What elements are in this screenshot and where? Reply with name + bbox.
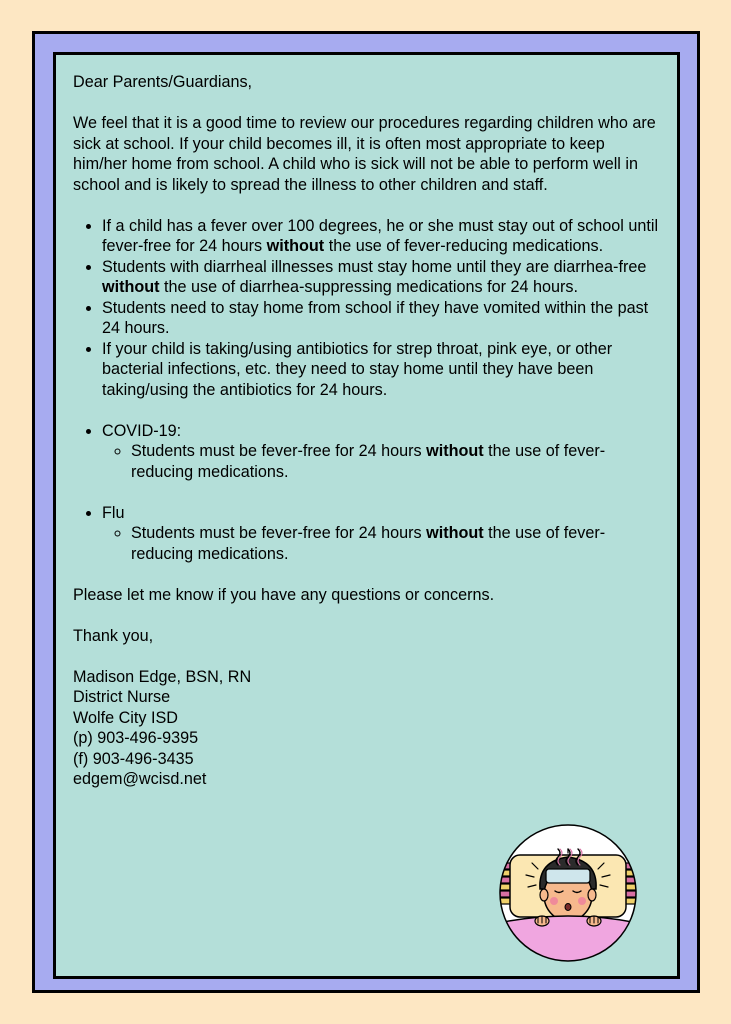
list-item bbox=[102, 503, 663, 565]
letter-body bbox=[73, 72, 663, 790]
closing-note: Please let me know if you have any questions or concerns. bbox=[73, 585, 495, 604]
signature-phone: (p) 903-496-9395 bbox=[73, 729, 199, 747]
flu-list bbox=[73, 503, 663, 565]
greeting: Dear Parents/Guardians, bbox=[73, 73, 253, 91]
list-item: • Students with diarrheal illnesses must stay home until they are diarrhea-free without the use of diarrhea-suppressing medications for 24 hours. bbox=[102, 257, 663, 298]
list-item: • If a child has a fever over 100 degrees, he or she must stay out of school until fever-free for 24 hours without the use of fever-reducing medications. bbox=[102, 216, 663, 257]
signature-org: Wolfe City ISD bbox=[73, 708, 178, 727]
signature-email: edgem@wcisd.net bbox=[73, 770, 207, 788]
flu-title: Flu bbox=[102, 503, 125, 522]
signoff: Thank you, bbox=[73, 626, 154, 645]
intro-paragraph: We feel that it is a good time to review our procedures regarding children who are sick at school. If your child becomes ill, it is often most appropriate to keep him/her home from school. A child who is sick will not be able to perform well in school and is likely to spread the illness to other children and staff. bbox=[73, 114, 656, 194]
list-item bbox=[102, 421, 663, 483]
list-item: • Students need to stay home from school if they have vomited within the past 24 hours. bbox=[102, 298, 663, 339]
list-item: • If your child is taking/using antibiotics for strep throat, pink eye, or other bacterial infections, etc. they need to stay home until they have been taking/using the antibiotics for 24 hours. bbox=[102, 339, 663, 401]
rules-list bbox=[73, 216, 663, 401]
flu-rule: ◦ Students must be fever-free for 24 hours without the use of fever-reducing medications. bbox=[131, 523, 663, 564]
signature-name: Madison Edge, BSN, RN bbox=[73, 667, 252, 686]
covid-list bbox=[73, 421, 663, 483]
covid-rule: ◦ Students must be fever-free for 24 hours without the use of fever-reducing medications. bbox=[131, 441, 663, 482]
signature-fax: (f) 903-496-3435 bbox=[73, 749, 194, 768]
signature-title: District Nurse bbox=[73, 688, 171, 706]
covid-title: COVID-19: bbox=[102, 421, 182, 440]
sick-child-in-bed-icon bbox=[498, 823, 638, 963]
